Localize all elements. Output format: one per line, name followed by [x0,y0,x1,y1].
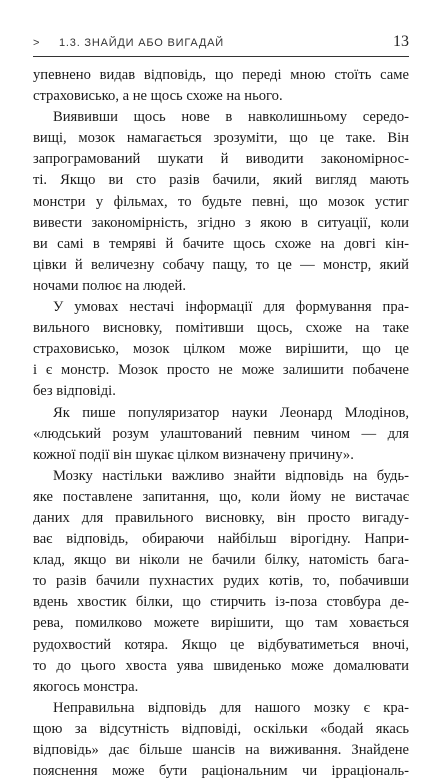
running-head [33,34,409,54]
text-line: У умовах нестачі інформації для формування пра- [53,299,409,316]
text-line: страховисько, а не щось схоже на нього. [33,88,283,105]
text-line: рудохвостий котяра. Якщо це відбуватиметься вночі, [33,636,409,653]
text-line: Неправильна відповідь для нашого мозку є кра- [53,699,409,716]
text-line: то до цього хвоста уява швиденько може домалювати [33,657,409,674]
text-line: даних для правильного висновку, він просто вигаду- [33,509,409,526]
text-line: монстри у фільмах, то будьте певні, що мозок устиг [33,193,409,210]
chevron-right-icon: > [33,37,40,49]
text-line: щою за відсутність відповіді, оскільки «бодай якась [33,720,409,737]
text-line: пояснення може бути раціональним чи ірраціональ- [33,763,409,780]
text-line: вивести закономірність, згідно з якою в ситуації, коли [33,214,409,231]
text-line: страховисько, мозок цілком може вирішити, що це [33,341,409,358]
body-text [33,65,409,782]
text-line: упевнено видав відповідь, що переді мною стоїть саме [33,67,409,83]
text-line: кожної події він шукає цілком визначену причину». [33,446,354,463]
text-line: Мозку настільки важливо знайти відповідь на будь- [53,467,409,484]
text-line: яке поставлене запитання, що, коли йому не вистачає [33,488,409,505]
text-line: вдень хвостик білки, що стирчить із-поза стовбура де- [33,594,409,611]
section-title: 1.3. ЗНАЙДИ АБО ВИГАДАЙ [59,37,224,49]
text-line: вильного висновку, помітивши щось, схоже на таке [33,320,409,337]
text-line: ночами полює на людей. [33,277,186,294]
text-line: Виявивши щось нове в навколишньому середо- [53,109,409,126]
text-line: і є монстр. Мозок просто не може залишити побачене [33,362,409,379]
text-line: якогось монстра. [33,678,139,695]
text-line: рева, помилково можете вирішити, що там ховається [33,615,409,632]
text-line: ті. Якщо ви сто разів бачили, який вигляд мають [33,172,409,189]
page-number: 13 [393,33,409,50]
text-line: відповідь» дає більше шансів на виживання. Знайдене [33,742,409,758]
text-line: без відповіді. [33,383,116,400]
text-line: Як пише популяризатор науки Леонард Млодінов, [53,404,409,421]
text-line: «людський розум улаштований певним чином — для [33,425,409,442]
text-line: клад, якщо ви ніколи не бачили білку, натомість бага- [33,552,409,569]
text-line: цівки й величезну собачу пащу, то це — монстр, який [33,256,409,273]
text-line: вищі, мозок намагається зрозуміти, що це таке. Він [33,130,409,147]
text-line: ває відповідь, обираючи найбільш вірогідну. Напри- [33,531,409,548]
text-line: то разів бачили пухнастих рудих котів, то, побачивши [33,573,409,590]
text-line: запрограмований шукати й виводити закономірнос- [33,151,409,168]
text-line: ви самі в темряві й бачите щось схоже на довгі кін- [33,235,409,252]
header-rule [33,56,409,57]
